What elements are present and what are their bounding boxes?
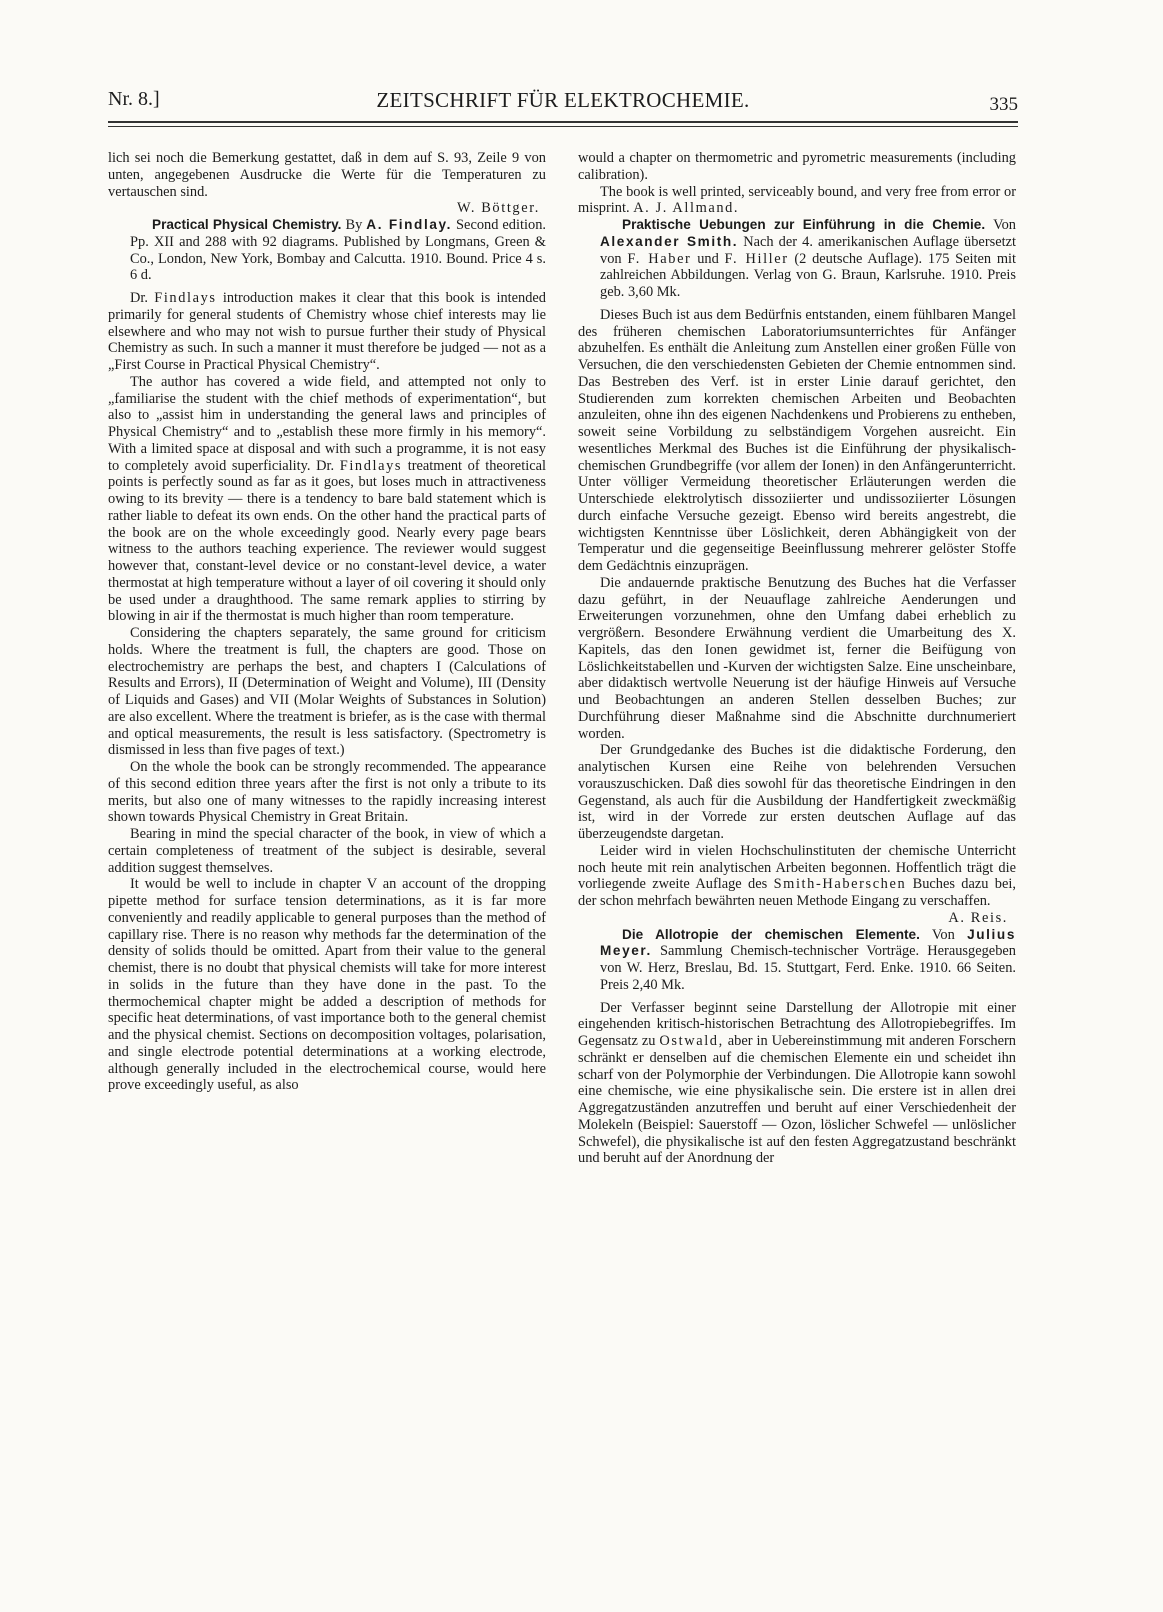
review-meyer-heading: Die Allotropie der chemischen Elemente. Von Julius Meyer. Sammlung Chemisch-technischer Vorträge. Herausgegeben von W. Herz, Breslau, Bd. 15. Stuttgart, Ferd. Enke. 1910. 66 Seiten. Preis 2,40 Mk.	[600, 926, 1016, 993]
review-findlay-paragraph: Considering the chapters separately, the same ground for criticism holds. Where the treatment is full, the chapters are good. Those on electrochemistry are perhaps the best, and chapters I (Calculations of Results and Errors), II (Determination of Weight and Volume), III (Density of Liquids and Gases) and VII (Molar Weights of Substances in Solution) are also excellent. Where the treatment is briefer, as is the case with thermal and optical measurements, the result is less satisfactory. (Spectrometry is dismissed in less than five pages of text.)	[108, 625, 546, 759]
review-smith-author: Alexander Smith.	[600, 233, 739, 249]
review-meyer-details: Sammlung Chemisch-technischer Vorträge. Herausgegeben von W. Herz, Breslau, Bd. 15. Stuttgart, Ferd. Enke. 1910. 66 Seiten. Preis 2,40 Mk.	[600, 943, 1016, 993]
right-carry-over: would a chapter on thermometric and pyrometric measurements (including calibration).	[578, 150, 1016, 183]
right-carry-signature: A. J. Allmand.	[633, 200, 740, 217]
left-carry-signature: W. Böttger.	[456, 200, 540, 217]
running-header	[108, 88, 1018, 118]
review-meyer-paragraph: Der Verfasser beginnt seine Darstellung der Allotropie mit einer eingehenden kritisch-historischen Betrachtung des Allotropiebegriffes. Im Gegensatz zu Ostwald, aber in Uebereinstimmung mit anderen Forschern schränkt er denselben auf die chemischen Elemente ein und scheidet ihn scharf von der Polymorphie der Verbindungen. Die Allotropie kann sowohl eine chemische, wie eine physikalische sein. Die erstere ist in allen drei Aggregatzuständen anzutreffen und beruht auf einer Verschiedenheit der Molekeln (Beispiel: Sauerstoff — Ozon, löslicher Schwefel — unlöslicher Schwefel), die physikalische ist auf den festen Aggregatzustand beschränkt und beruht auf der Anordnung der	[578, 999, 1016, 1167]
page-number: 335	[989, 94, 1018, 115]
review-findlay-paragraph: The author has covered a wide field, and attempted not only to „familiarise the student with the chief methods of experimentation“, but also to „assist him in understanding the general laws and principles of Physical Chemistry“ and to „establish these more firmly in his memory“. With a limited space at disposal and with such a programme, it is not easy to completely avoid superficiality. Dr. Findlays treatment of theoretical points is perfectly sound as far as it goes, but loses much in attractiveness owing to its brevity — there is a tendency to bare bald statement which is rather liable to defeat its own ends. On the other hand the practical parts of the book are on the whole exceedingly good. Nearly every page bears witness to the authors teaching experience. The reviewer would suggest however that, constant-level device or no constant-level device, a water thermostat at high temperature without a layer of oil covering it should only be used under a draughthood. The same remark applies to stirring by blowing in air if the thermostat is much higher than room temperature.	[108, 373, 546, 625]
review-findlay-paragraph: It would be well to include in chapter V an account of the dropping pipette method for surface tension determinations, as it is far more conveniently and readily applicable to general purposes than the method of capillary rise. There is no reason why methods far the determination of the density of solids thould be omitted. Apart from their value to the general chemist, there is no doubt that physical chemists will take for more interest in solids in the future than they have done in the past. To the thermochemical chapter might be added a description of methods for specific heat determinations, of vast importance both to the general chemist and the physical chemist. Sections on decomposition voltages, polarisation, and single electrode potential determinations at a working electrode, although generally included in the electrochemical course, would here prove exceedingly useful, as also	[108, 876, 546, 1094]
issue-number: Nr. 8.]	[108, 88, 160, 110]
header-rule-thin	[108, 126, 1018, 127]
review-smith-heading: Praktische Uebungen zur Einführung in die Chemie. Von Alexander Smith. Nach der 4. amerikanischen Auflage übersetzt von F. Haber und F. Hiller (2 deutsche Auflage). 175 Seiten mit zahlreichen Abbildungen. Verlag von G. Braun, Karlsruhe. 1910. Preis geb. 3,60 Mk.	[600, 217, 1017, 300]
review-smith-paragraph: Dieses Buch ist aus dem Bedürfnis entstanden, einem fühlbaren Mangel des früheren chemischen Laboratoriumsunterrichtes für Anfänger abzuhelfen. Es enthält die Anleitung zum Anstellen einer großen Fülle von Versuchen, die den verschiedensten Gebieten der Chemie entnommen sind. Das Bestreben des Verf. ist in erster Linie darauf gerichtet, den Studierenden zum korrekten chemischen Arbeiten und Beobachten anzuleiten, ohne ihn des eigenen Nachdenkens und Probierens zu entheben, soweit seine Vorbildung zu selbständigem Vorgehen ausreicht. Ein wesentliches Merkmal des Buches ist die Einführung der physikalisch-chemischen Grundbegriffe (vor allem der Ionen) in den Anfängerunterricht. Unter völliger Vermeidung theoretischer Erläuterungen werden die Unterschiede elektrolytisch dissoziierter und undissoziierter Lösungen durch einfache Versuche gezeigt. Ebenso wird bereits angestrebt, die wichtigsten Kenntnisse über Löslichkeit, deren Abhängigkeit von der Temperatur und die gegenseitige Beeinflussung mehrerer gelöster Stoffe dem Gedächtnis einzuprägen.	[578, 306, 1016, 574]
right-column	[578, 150, 1016, 1167]
review-smith-paragraph: Die andauernde praktische Benutzung des Buches hat die Verfasser dazu geführt, in der Neuauflage zahlreiche Aenderungen und Erweiterungen vorzunehmen, ohne den Umfang dabei erheblich zu vergrößern. Besondere Erwähnung verdient die Umarbeitung des X. Kapitels, das den Ionen gewidmet ist, ferner die Beifügung von Löslichkeitstabellen und -Kurven der wichtigsten Salze. Eine unscheinbare, aber didaktisch wertvolle Neuerung ist der häufige Hinweis auf Versuche und Beobachtungen an anderen Stellen desselben Buches; zur Durchführung dieser Maßnahme sind die Abschnitte durchnumeriert worden.	[578, 574, 1016, 742]
left-carry-over: lich sei noch die Bemerkung gestattet, daß in dem auf S. 93, Zeile 9 von unten, angegebenen Ausdrucke die Werte für die Temperaturen zu vertauschen sind.	[108, 150, 546, 200]
review-findlay-title: Practical Physical Chemistry.	[152, 217, 342, 232]
review-findlay-paragraph: Dr. Findlays introduction makes it clear that this book is intended primarily for general students of Chemistry whose chief interests may lie elsewhere and who may not wish to pursue further their study of Physical Chemistry as such. In such a manner it must therefore be judged — not as a „First Course in Practical Physical Chemistry“.	[108, 290, 546, 373]
header-rule-thick	[108, 121, 1018, 123]
review-findlay-heading: Practical Physical Chemistry. By A. Findlay. Second edition. Pp. XII and 288 with 92 diagrams. Published by Longmans, Green & Co., London, New York, Bombay and Calcutta. 1910. Bound. Price 4 s. 6 d.	[130, 217, 546, 284]
review-findlay-paragraph: Bearing in mind the special character of the book, in view of which a certain completeness of treatment of the subject is desirable, several addition suggest themselves.	[108, 826, 546, 876]
review-smith-paragraph: Leider wird in vielen Hochschulinstituten der chemische Unterricht noch heute mit rein analytischen Arbeiten begonnen. Hoffentlich trägt die vorliegende zweite Auflage des Smith-Haberschen Buches dazu bei, der schon mehrfach bewährten neuen Methode Eingang zu verschaffen. A. Reis.	[578, 842, 1016, 926]
review-findlay-details: Second edition. Pp. XII and 288 with 92 diagrams. Published by Longmans, Green & Co., London, New York, Bombay and Calcutta. 1910. Bound. Price 4 s. 6 d.	[130, 217, 546, 284]
review-smith-signature: A. Reis.	[948, 909, 1008, 926]
right-carry-paragraph: The book is well printed, serviceably bound, and very free from error or misprint. A. J. Allmand.	[578, 183, 1016, 217]
journal-title: ZEITSCHRIFT FÜR ELEKTROCHEMIE.	[376, 88, 750, 112]
left-column	[108, 150, 546, 1094]
review-meyer-title: Die Allotropie der chemischen Elemente.	[622, 926, 920, 942]
review-smith-paragraph: Der Grundgedanke des Buches ist die didaktische Forderung, den analytischen Kursen eine Reihe von belehrenden Versuchen vorauszuschicken. Daß dies sowohl für das theoretische Eindringen in den Gegenstand, als auch für die Ausbildung der Handfertigkeit zweckmäßig ist, wird in der Vorrede zur ersten deutschen Auflage auf das überzeugendste dargetan.	[578, 742, 1016, 842]
review-smith-title: Praktische Uebungen zur Einführung in die Chemie.	[622, 217, 986, 232]
review-findlay-author: A. Findlay.	[366, 217, 453, 232]
review-meyer-author: Julius Meyer.	[600, 926, 1016, 959]
review-findlay-paragraph: On the whole the book can be strongly recommended. The appearance of this second edition three years after the first is not only a tribute to its merits, but also one of many witnesses to the rapidly increasing interest shown towards Physical Chemistry in Great Britain.	[108, 759, 546, 826]
